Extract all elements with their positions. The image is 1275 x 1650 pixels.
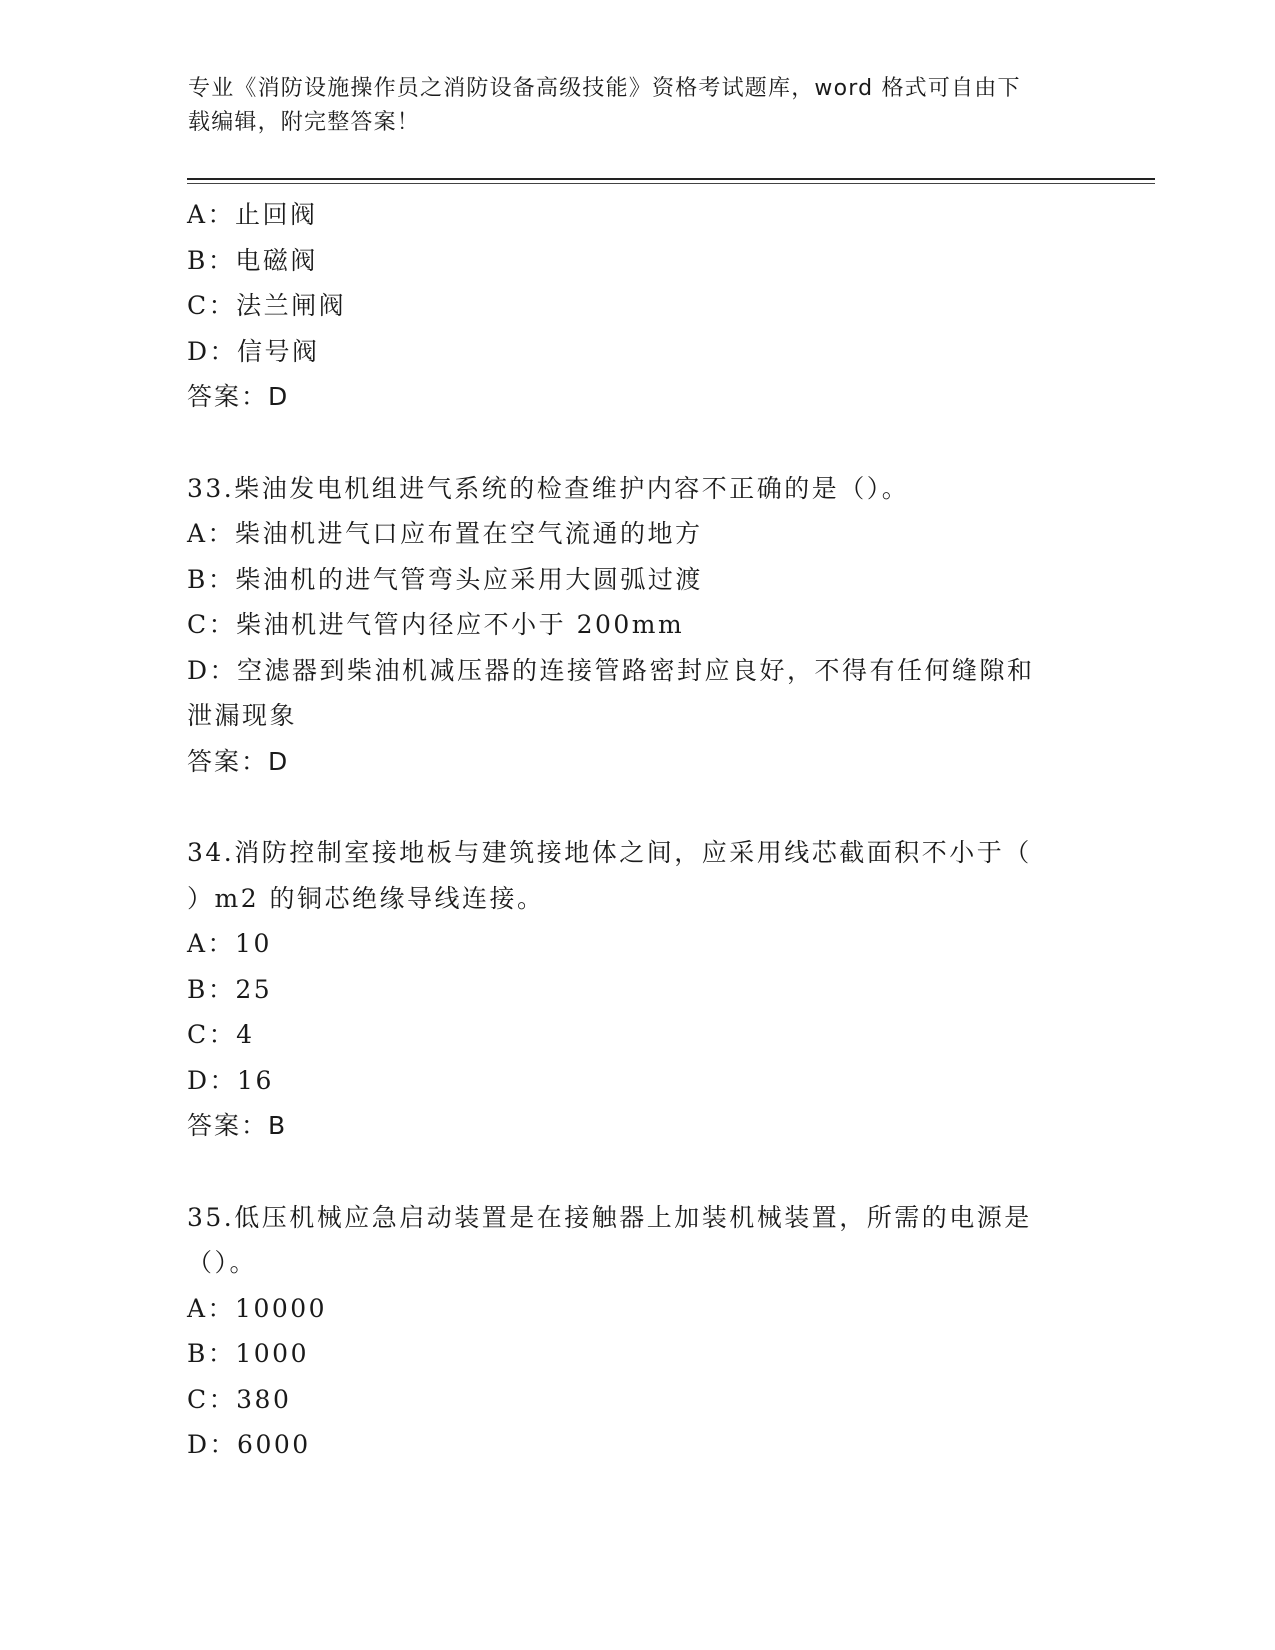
option-c: C：柴油机进气管内径应不小于 200mm bbox=[187, 610, 685, 639]
header-divider-thin bbox=[187, 183, 1155, 184]
question-35 bbox=[187, 1195, 1087, 1468]
option-b: B：25 bbox=[187, 974, 273, 1004]
option-c: C：380 bbox=[187, 1384, 292, 1414]
option-c: C：法兰闸阀 bbox=[187, 291, 347, 320]
option-d: D：16 bbox=[187, 1065, 274, 1095]
option-b: B：电磁阀 bbox=[187, 245, 318, 275]
answer: 答案：B bbox=[187, 1111, 288, 1140]
option-b: B：柴油机的进气管弯头应采用大圆弧过渡 bbox=[187, 564, 703, 594]
option-b: B：1000 bbox=[187, 1339, 309, 1368]
option-d: D：空滤器到柴油机减压器的连接管路密封应良好，不得有任何缝隙和 bbox=[187, 655, 1035, 685]
option-d: D：6000 bbox=[187, 1430, 311, 1459]
answer: 答案：D bbox=[187, 746, 290, 776]
question-title: 34.消防控制室接地板与建筑接地体之间，应采用线芯截面积不小于（ bbox=[187, 838, 1032, 867]
question-list bbox=[187, 192, 1087, 1468]
header-line-2: 载编辑，附完整答案！ bbox=[188, 110, 421, 135]
option-d-continued: 泄漏现象 bbox=[187, 701, 298, 730]
option-a: A：柴油机进气口应布置在空气流通的地方 bbox=[187, 519, 703, 548]
document-header bbox=[188, 72, 1068, 140]
option-d: D：信号阀 bbox=[187, 336, 320, 366]
question-title: 35.低压机械应急启动装置是在接触器上加装机械装置，所需的电源是 bbox=[187, 1202, 1032, 1232]
question-33 bbox=[187, 466, 1087, 785]
question-title-continued: ）m2 的铜芯绝缘导线连接。 bbox=[187, 883, 545, 913]
option-c: C：4 bbox=[187, 1020, 255, 1049]
header-line-1: 专业《消防设施操作员之消防设备高级技能》资格考试题库，word 格式可自由下 bbox=[188, 76, 1021, 101]
header-divider-thick bbox=[187, 178, 1155, 180]
option-a: A：10000 bbox=[187, 1293, 328, 1323]
option-a: A：止回阀 bbox=[187, 200, 318, 229]
question-title-continued: （）。 bbox=[187, 1248, 258, 1277]
question-34 bbox=[187, 830, 1087, 1149]
question-32-continued bbox=[187, 192, 1087, 420]
question-title: 33.柴油发电机组进气系统的检查维护内容不正确的是（）。 bbox=[187, 473, 910, 503]
option-a: A：10 bbox=[187, 929, 272, 958]
answer: 答案：D bbox=[187, 382, 290, 411]
